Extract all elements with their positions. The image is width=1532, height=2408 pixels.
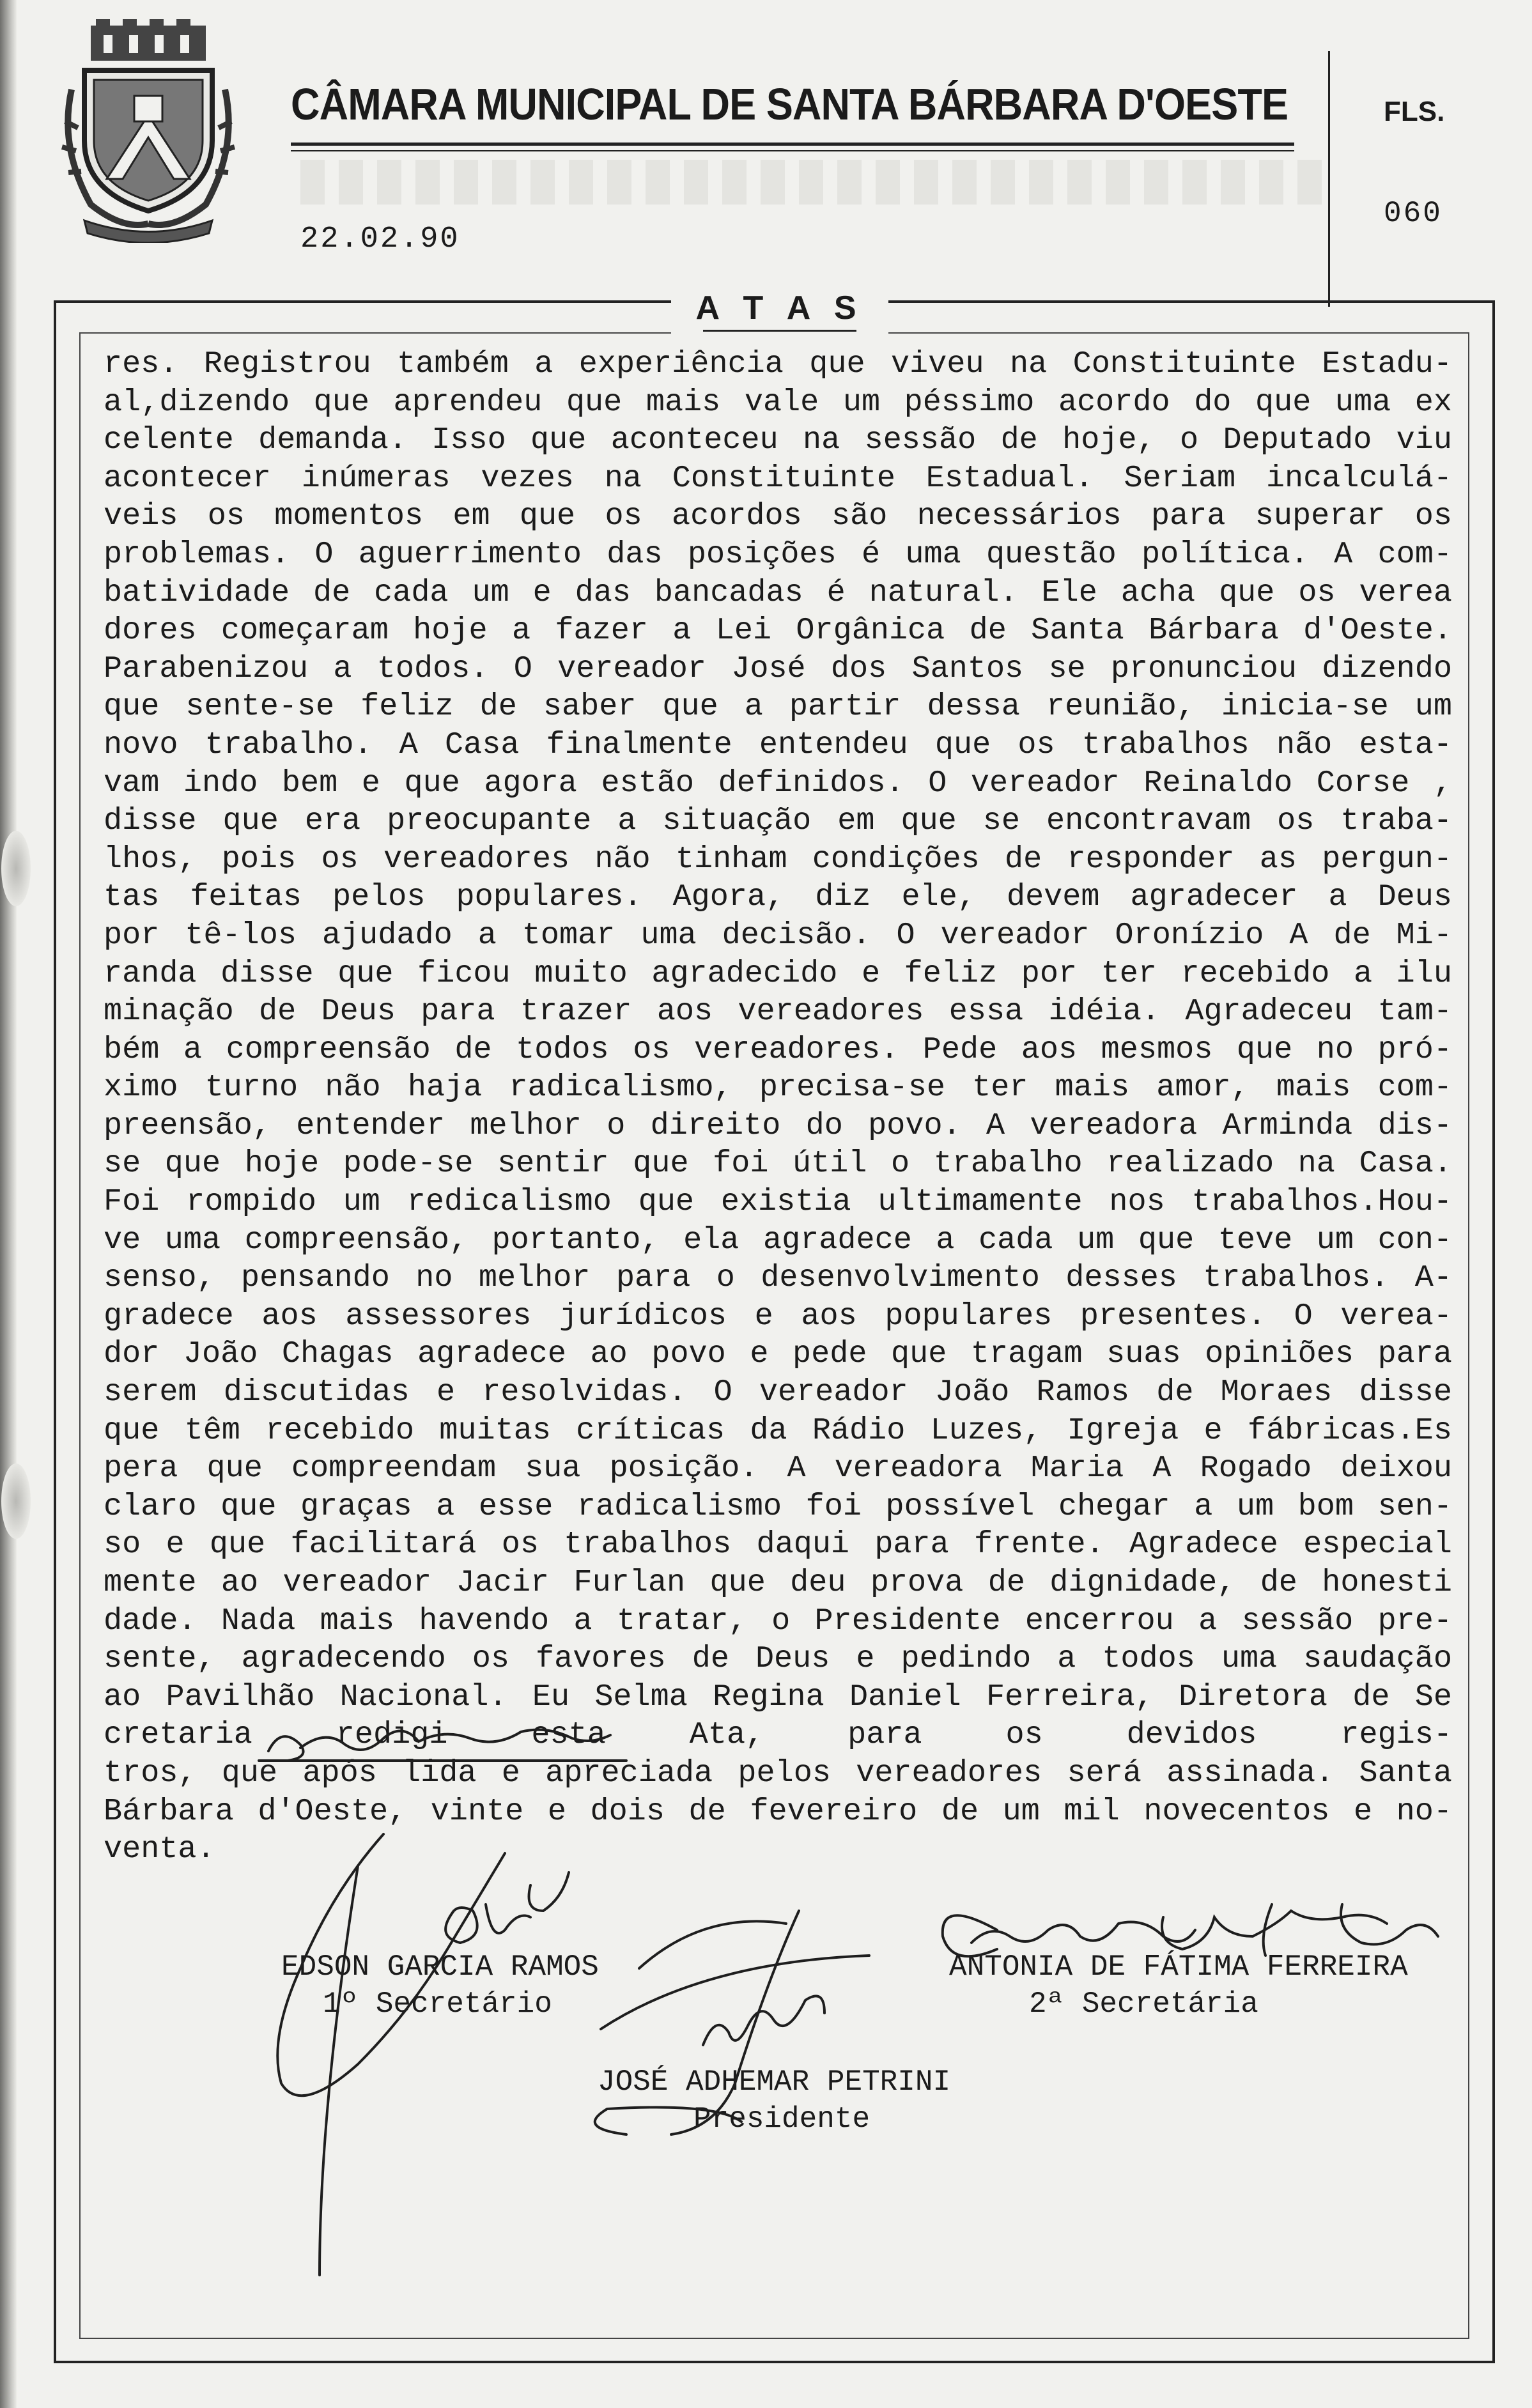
header-divider	[1328, 51, 1330, 307]
minutes-line: tas feitas pelos populares. Agora, diz ele, devem agradecer a Deus	[104, 879, 1452, 915]
binder-hole-lower	[1, 1463, 31, 1539]
municipal-crest-icon	[59, 19, 238, 243]
header-rule	[291, 143, 1294, 146]
minutes-line: ximo turno não haja radicalismo, precisa-se ter mais amor, mais com-	[104, 1070, 1452, 1106]
minutes-line: claro que graças a esse radicalismo foi possível chegar a um bom sen-	[104, 1488, 1452, 1524]
minutes-line: dor João Chagas agradece ao povo e pede que tragam suas opiniões para	[104, 1336, 1452, 1372]
minutes-line: novo trabalho. A Casa finalmente entendeu que os trabalhos não esta-	[104, 727, 1452, 762]
minutes-line: acontecer inúmeras vezes na Constituinte Estadual. Seriam incalculá-	[104, 460, 1452, 496]
minutes-line: mente ao vereador Jacir Furlan que deu prova de dignidade, de honesti	[104, 1565, 1452, 1600]
minutes-line: disse que era preocupante a situação em que se encontravam os traba-	[104, 803, 1452, 839]
folio-label: FLS.	[1384, 96, 1445, 127]
signatory-role: Presidente	[693, 2103, 870, 2136]
folio-number: 060	[1384, 197, 1443, 230]
minutes-line: pera que compreendam sua posição. A vereadora Maria A Rogado deixou	[104, 1451, 1452, 1486]
minutes-line: dade. Nada mais havendo a tratar, o Presidente encerrou a sessão pre-	[104, 1603, 1452, 1639]
minutes-line: lhos, pois os vereadores não tinham condições de responder as pergun-	[104, 841, 1452, 877]
minutes-line: res. Registrou também a experiência que viveu na Constituinte Estadu-	[104, 346, 1452, 382]
minutes-line: Bárbara d'Oeste, vinte e dois de fevereiro de um mil novecentos e no-	[104, 1793, 1452, 1829]
minutes-line: so e que facilitará os trabalhos daqui para frente. Agradece especial	[104, 1527, 1452, 1563]
header-title: CÂMARA MUNICIPAL DE SANTA BÁRBARA D'OESTE	[291, 79, 1288, 129]
minutes-line: senso, pensando no melhor para o desenvolvimento desses trabalhos. A-	[104, 1260, 1452, 1296]
signatory-name: ANTONIA DE FÁTIMA FERREIRA	[949, 1950, 1408, 1984]
header-date: 22.02.90	[300, 222, 460, 256]
minutes-line: ve uma compreensão, portanto, ela agradece a cada um que teve um con-	[104, 1222, 1452, 1258]
signatory-role: 2ª Secretária	[1029, 1987, 1258, 2021]
minutes-line: serem discutidas e resolvidas. O vereador João Ramos de Moraes disse	[104, 1375, 1452, 1410]
minutes-line: vam indo bem e que agora estão definidos. O vereador Reinaldo Corse ,	[104, 765, 1452, 801]
minutes-line: Parabenizou a todos. O vereador José dos Santos se pronunciou dizendo	[104, 651, 1452, 686]
minutes-line: tros, que após lida e apreciada pelos vereadores será assinada. Santa	[104, 1755, 1452, 1791]
minutes-line: celente demanda. Isso que aconteceu na sessão de hoje, o Deputado viu	[104, 422, 1452, 458]
minutes-line: minação de Deus para trazer aos vereadores essa idéia. Agradeceu tam-	[104, 994, 1452, 1030]
minutes-line: Foi rompido um redicalismo que existia ultimamente nos trabalhos.Hou-	[104, 1184, 1452, 1220]
signatory-name: JOSÉ ADHEMAR PETRINI	[598, 2065, 951, 2099]
signatory-role: 1º Secretário	[323, 1987, 552, 2021]
minutes-line: cretaria redigi esta Ata, para os devidos regis-	[104, 1717, 1452, 1753]
minutes-line: que sente-se feliz de saber que a partir dessa reunião, inicia-se um	[104, 689, 1452, 725]
page-left-edge	[0, 0, 17, 2408]
section-title: A T A S	[695, 289, 864, 327]
minutes-line: al,dizendo que aprendeu que mais vale um péssimo acordo do que uma ex	[104, 384, 1452, 420]
minutes-line: problemas. O aguerrimento das posições é uma questão política. A com-	[104, 536, 1452, 572]
minutes-line: gradece aos assessores jurídicos e aos populares presentes. O verea-	[104, 1298, 1452, 1334]
minutes-line: ao Pavilhão Nacional. Eu Selma Regina Daniel Ferreira, Diretora de Se	[104, 1679, 1452, 1715]
show-through-marks	[300, 160, 1323, 205]
minutes-line: bém a compreensão de todos os vereadores. Pede aos mesmos que no pró-	[104, 1031, 1452, 1067]
section-title-underline	[703, 330, 856, 332]
signatory-name: EDSON GARCIA RAMOS	[281, 1950, 599, 1984]
minutes-body	[104, 345, 1452, 1869]
minutes-line: venta.	[104, 1832, 215, 1867]
minutes-line: que têm recebido muitas críticas da Rádio Luzes, Igreja e fábricas.Es	[104, 1412, 1452, 1448]
minutes-line: randa disse que ficou muito agradecido e feliz por ter recebido a ilu	[104, 955, 1452, 991]
minutes-line: sente, agradecendo os favores de Deus e pedindo a todos uma saudação	[104, 1641, 1452, 1677]
minutes-line: preensão, entender melhor o direito do povo. A vereadora Arminda dis-	[104, 1108, 1452, 1143]
minutes-line: batividade de cada um e das bancadas é natural. Ele acha que os verea	[104, 575, 1452, 610]
minutes-line: por tê-los ajudado a tomar uma decisão. O vereador Oronízio A de Mi-	[104, 917, 1452, 953]
minutes-line: se que hoje pode-se sentir que foi útil o trabalho realizado na Casa.	[104, 1146, 1452, 1182]
header-rule-thin	[291, 150, 1294, 151]
minutes-line: veis os momentos em que os acordos são necessários para superar os	[104, 498, 1452, 534]
minutes-line: dores começaram hoje a fazer a Lei Orgânica de Santa Bárbara d'Oeste.	[104, 613, 1452, 649]
binder-hole-upper	[1, 831, 31, 906]
